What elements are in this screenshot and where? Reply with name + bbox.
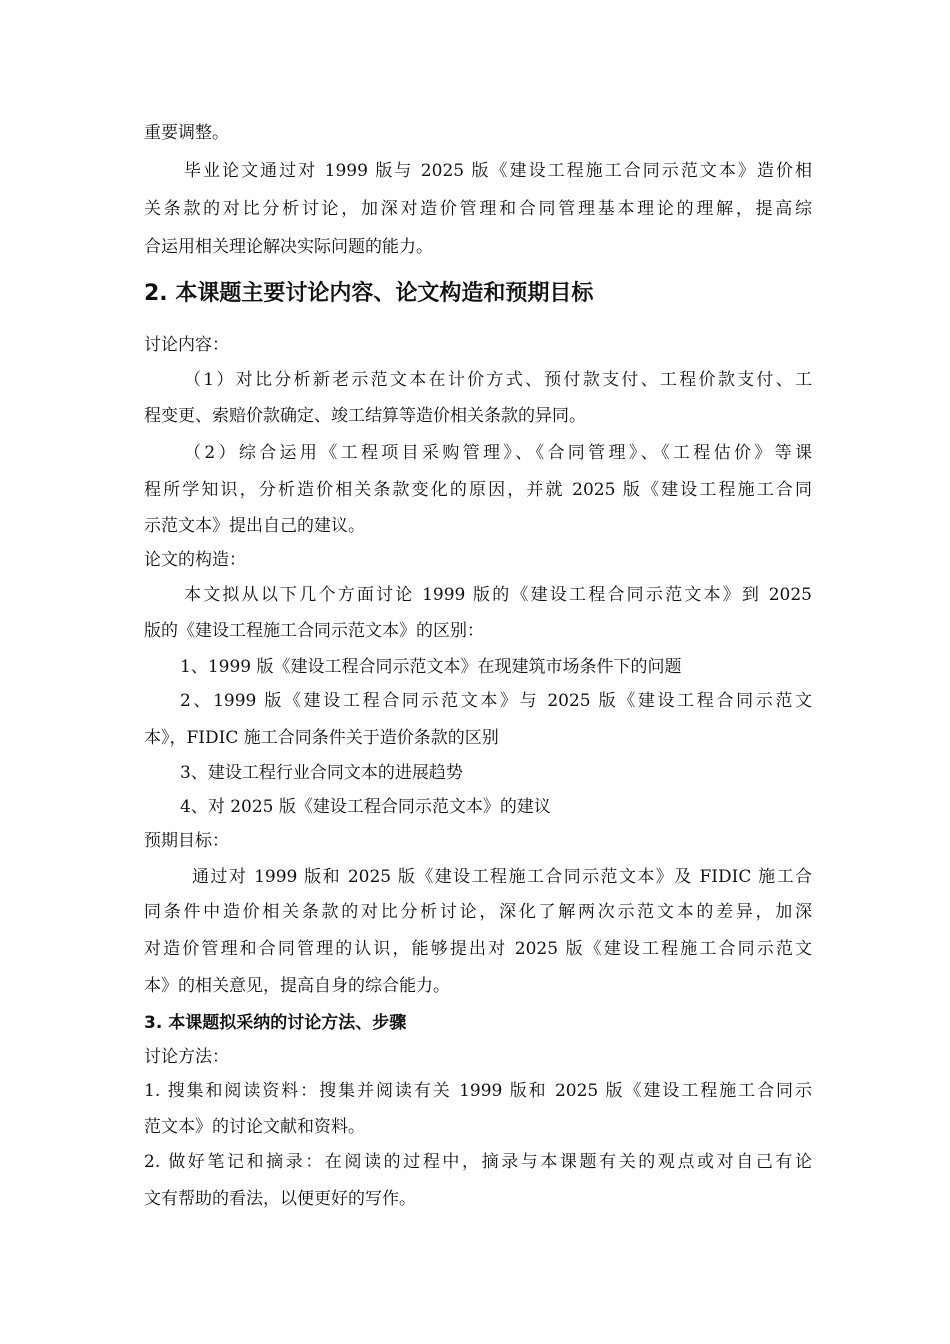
text-line: 1. 搜集和阅读资料：搜集并阅读有关 1999 版和 2025 版《建设工程施工合同示 <box>144 1081 812 1101</box>
list-item: 4、对 2025 版《建设工程合同示范文本》的建议 <box>180 797 551 817</box>
subheading: 论文的构造： <box>144 550 246 570</box>
list-item: 2、1999 版《建设工程合同示范文本》与 2025 版《建设工程合同示范文 <box>180 691 812 711</box>
text-line: 2. 做好笔记和摘录：在阅读的过程中，摘录与本课题有关的观点或对自己有论 <box>144 1152 812 1172</box>
text-line: 关条款的对比分析讨论，加深对造价管理和合同管理基本理论的理解，提高综 <box>144 199 812 219</box>
text-line: 本》的相关意见，提高自身的综合能力。 <box>144 976 450 996</box>
text-line: （1）对比分析新老示范文本在计价方式、预付款支付、工程价款支付、工 <box>184 370 812 390</box>
text-line: 合运用相关理论解决实际问题的能力。 <box>144 237 433 257</box>
text-line: 本文拟从以下几个方面讨论 1999 版的《建设工程合同示范文本》到 2025 <box>184 585 812 605</box>
text-line: 程变更、索赔价款确定、竣工结算等造价相关条款的异同。 <box>144 406 586 426</box>
text-line: 文有帮助的看法，以便更好的写作。 <box>144 1189 416 1209</box>
subheading: 讨论内容： <box>144 335 229 355</box>
text-line: 毕业论文通过对 1999 版与 2025 版《建设工程施工合同示范文本》造价相 <box>184 161 812 181</box>
text-line: 重要调整。 <box>144 123 229 143</box>
text-line: 示范文本》提出自己的建议。 <box>144 516 365 536</box>
list-item: 3、建设工程行业合同文本的进展趋势 <box>180 763 463 783</box>
text-line: 程所学知识，分析造价相关条款变化的原因，并就 2025 版《建设工程施工合同 <box>144 480 812 500</box>
subheading: 预期目标： <box>144 831 229 851</box>
text-line: 同条件中造价相关条款的对比分析讨论，深化了解两次示范文本的差异，加深 <box>144 902 812 922</box>
text-line: （2）综合运用《工程项目采购管理》、《合同管理》、《工程估价》等课 <box>184 443 812 463</box>
text-line: 对造价管理和合同管理的认识，能够提出对 2025 版《建设工程施工合同示范文 <box>144 939 812 959</box>
section-heading: 3. 本课题拟采纳的讨论方法、步骤 <box>144 1013 407 1033</box>
subheading: 讨论方法： <box>144 1047 229 1067</box>
section-heading: 2. 本课题主要讨论内容、论文构造和预期目标 <box>144 281 594 306</box>
text-line: 本》，FIDIC 施工合同条件关于造价条款的区别 <box>144 728 499 748</box>
list-item: 1、1999 版《建设工程合同示范文本》在现建筑市场条件下的问题 <box>180 657 682 677</box>
text-line: 版的《建设工程施工合同示范文本》的区别： <box>144 621 484 641</box>
text-line: 通过对 1999 版和 2025 版《建设工程施工合同示范文本》及 FIDIC 施工合 <box>192 867 812 887</box>
text-line: 范文本》的讨论文献和资料。 <box>144 1117 365 1137</box>
